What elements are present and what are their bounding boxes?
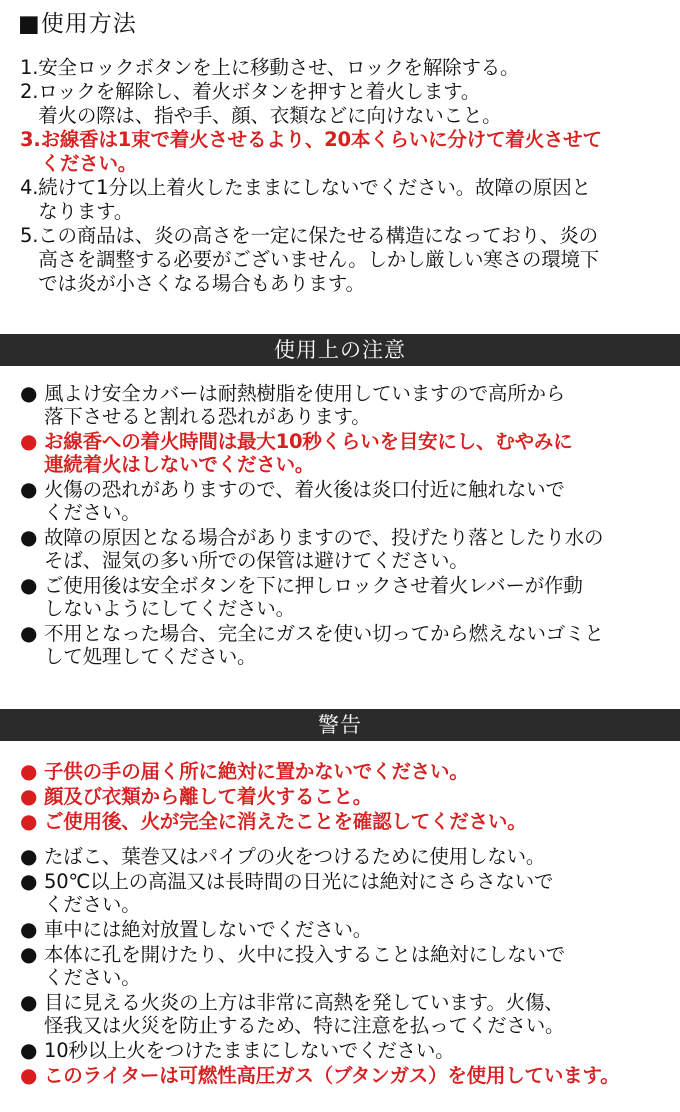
usage-section-title: ■使用方法: [18, 11, 137, 37]
bullet-dot-icon: ●: [20, 784, 38, 808]
usage-step-line: では炎が小さくなる場合もあります。: [38, 272, 365, 295]
bullet-line: ご使用後は安全ボタンを下に押しロックさせ着火レバーが作動: [44, 574, 583, 597]
bullet-line: 風よけ安全カバーは耐熱樹脂を使用していますので高所から: [44, 382, 566, 405]
bullet-text: [44, 943, 670, 989]
bullet-line: 連続着火はしないでください。: [44, 453, 315, 476]
bullet-text: [44, 382, 670, 428]
bullet-dot-icon: ●: [20, 1038, 38, 1062]
bullet-text: [44, 785, 670, 808]
bullet-item: [20, 1039, 670, 1062]
usage-step-number: 3.: [20, 128, 41, 151]
usage-step-line: 高さを調整する必要がございません。しかし厳しい寒さの環境下: [38, 248, 600, 271]
bullet-dot-icon: ●: [20, 869, 38, 893]
bullet-line: 火傷の恐れがありますので、着火後は炎口付近に触れないで: [44, 478, 565, 501]
bullet-line: 車中には絶対放置しないでください。: [44, 918, 373, 941]
bullet-text: [44, 810, 670, 833]
usage-step: [20, 176, 670, 224]
bullet-text: [44, 845, 670, 868]
bullet-dot-icon: ●: [20, 942, 38, 966]
bullet-line: して処理してください。: [44, 645, 257, 668]
bullet-item: [20, 526, 670, 572]
bullet-dot-icon: ●: [20, 844, 38, 868]
bullet-line: 不用となった場合、完全にガスを使い切ってから燃えないゴミと: [44, 622, 604, 645]
bullet-text: [44, 991, 670, 1037]
usage-step-number: 4.: [20, 176, 39, 199]
bullet-line: 怪我又は火災を防止するため、特に注意を払ってください。: [44, 1014, 565, 1037]
usage-step: [20, 224, 670, 296]
bullet-line: このライターは可燃性高圧ガス（ブタンガス）を使用しています。: [44, 1064, 620, 1087]
warning-section-header: 警告: [0, 709, 680, 741]
bullet-item: [20, 574, 670, 620]
bullet-line: 10秒以上火をつけたままにしないでください。: [44, 1039, 455, 1062]
bullet-item: [20, 760, 670, 783]
bullet-item: [20, 622, 670, 668]
bullet-item: [20, 430, 670, 476]
bullet-dot-icon: ●: [20, 809, 38, 833]
bullet-item: [20, 382, 670, 428]
bullet-item: [20, 991, 670, 1037]
usage-step-number: 1.: [20, 56, 39, 79]
bullet-dot-icon: ●: [20, 525, 38, 549]
bullet-line: しないようにしてください。: [44, 597, 295, 620]
bullet-dot-icon: ●: [20, 381, 38, 405]
bullet-dot-icon: ●: [20, 917, 38, 941]
bullet-line: たばこ、葉巻又はパイプの火をつけるために使用しない。: [44, 845, 546, 868]
bullet-item: [20, 785, 670, 808]
bullet-item: [20, 918, 670, 941]
bullet-line: お線香への着火時間は最大10秒くらいを目安にし、むやみに: [44, 430, 573, 453]
bullet-line: 目に見える火炎の上方は非常に高熱を発しています。火傷、: [44, 991, 564, 1014]
bullet-text: [44, 478, 670, 524]
usage-step-text: [41, 128, 670, 176]
usage-step-line: ロックを解除し、着火ボタンを押すと着火します。: [38, 80, 481, 103]
bullet-dot-icon: ●: [20, 573, 38, 597]
usage-step-number: 2.: [20, 80, 39, 103]
warning-list: [20, 760, 670, 1089]
bullet-text: [44, 1039, 670, 1062]
bullet-dot-icon: ●: [20, 477, 38, 501]
usage-step-line: ください。: [40, 152, 138, 175]
bullet-dot-icon: ●: [20, 990, 38, 1014]
bullet-item: [20, 870, 670, 916]
bullet-dot-icon: ●: [20, 1063, 38, 1087]
bullet-text: [44, 430, 670, 476]
bullet-line: 50℃以上の高温又は長時間の日光には絶対にさらさないで: [44, 870, 554, 893]
usage-step-text: [38, 80, 670, 128]
bullet-line: ください。: [44, 966, 141, 989]
usage-step-line: 着火の際は、指や手、顔、衣類などに向けないこと。: [38, 104, 502, 127]
bullet-text: [44, 760, 670, 783]
usage-step-text: [38, 176, 670, 224]
bullet-line: 落下させると割れる恐れがあります。: [44, 405, 371, 428]
usage-step-line: この商品は、炎の高さを一定に保たせる構造になっており、炎の: [38, 224, 598, 247]
bullet-item: [20, 478, 670, 524]
bullet-dot-icon: ●: [20, 429, 38, 453]
spacer: [20, 835, 670, 845]
bullet-line: 子供の手の届く所に絶対に置かないでください。: [44, 760, 469, 783]
bullet-line: そば、湿気の多い所での保管は避けてください。: [44, 549, 469, 572]
bullet-text: [44, 574, 670, 620]
bullet-text: [44, 1064, 670, 1087]
bullet-text: [44, 622, 670, 668]
bullet-text: [44, 526, 670, 572]
usage-step: [20, 128, 670, 176]
bullet-item: [20, 845, 670, 868]
usage-step-line: お線香は1束で着火させるより、20本くらいに分けて着火させて: [40, 128, 602, 151]
bullet-item: [20, 810, 670, 833]
bullet-line: 本体に孔を開けたり、火中に投入することは絶対にしないで: [44, 943, 566, 966]
usage-step: [20, 80, 670, 128]
caution-section-header: 使用上の注意: [0, 334, 680, 366]
bullet-item: [20, 943, 670, 989]
usage-step-line: なります。: [38, 200, 134, 223]
usage-step-line: 安全ロックボタンを上に移動させ、ロックを解除する。: [38, 56, 520, 79]
usage-step-text: [38, 224, 670, 296]
bullet-line: ください。: [44, 501, 141, 524]
bullet-item: [20, 1064, 670, 1087]
bullet-line: ください。: [44, 893, 141, 916]
bullet-text: [44, 870, 670, 916]
usage-list: [20, 56, 670, 296]
bullet-text: [44, 918, 670, 941]
bullet-line: 故障の原因となる場合がありますので、投げたり落としたり水の: [44, 526, 604, 549]
bullet-line: 顔及び衣類から離して着火すること。: [44, 785, 373, 808]
usage-step-line: 続けて1分以上着火したままにしないでください。故障の原因と: [38, 176, 591, 199]
bullet-dot-icon: ●: [20, 759, 38, 783]
usage-step: [20, 56, 670, 80]
bullet-dot-icon: ●: [20, 621, 38, 645]
usage-step-number: 5.: [20, 224, 39, 247]
caution-list: [20, 382, 670, 670]
usage-step-text: [38, 56, 670, 80]
bullet-line: ご使用後、火が完全に消えたことを確認してください。: [44, 810, 527, 833]
